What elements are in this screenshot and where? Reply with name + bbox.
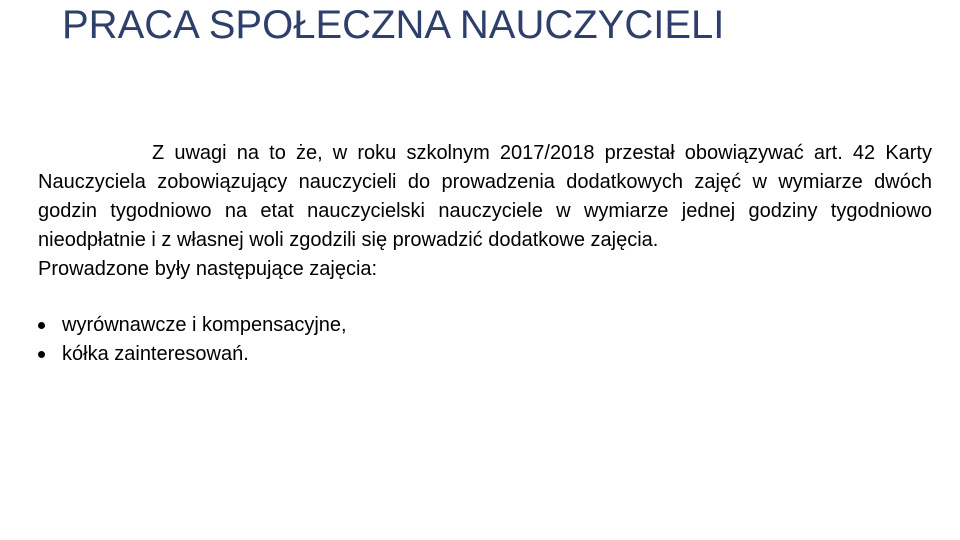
slide-body (38, 139, 932, 369)
list-item (38, 311, 932, 340)
bullet-dot-icon (38, 351, 45, 358)
list-item-label: wyrównawcze i kompensacyjne, (62, 314, 347, 336)
body-paragraph: Z uwagi na to że, w roku szkolnym 2017/2018 przestał obowiązywać art. 42 Karty Nauczyciela zobowiązujący nauczycieli do prowadzenia dodatkowych zajęć w wymiarze dwóch godzin tygodniowo na etat nauczycielski nauczyciele w wymiarze jednej godziny tygodniowo nieodpłatnie i z własnej woli zgodzili się prowadzić dodatkowe zajęcia. (38, 142, 932, 251)
activities-intro: Prowadzone były następujące zajęcia: (38, 258, 378, 280)
list-item (38, 340, 932, 369)
list-item-label: kółka zainteresowań. (62, 343, 249, 365)
bullet-dot-icon (38, 322, 45, 329)
slide-title: PRACA SPOŁECZNA NAUCZYCIELI (62, 3, 725, 47)
activities-list (38, 311, 932, 369)
